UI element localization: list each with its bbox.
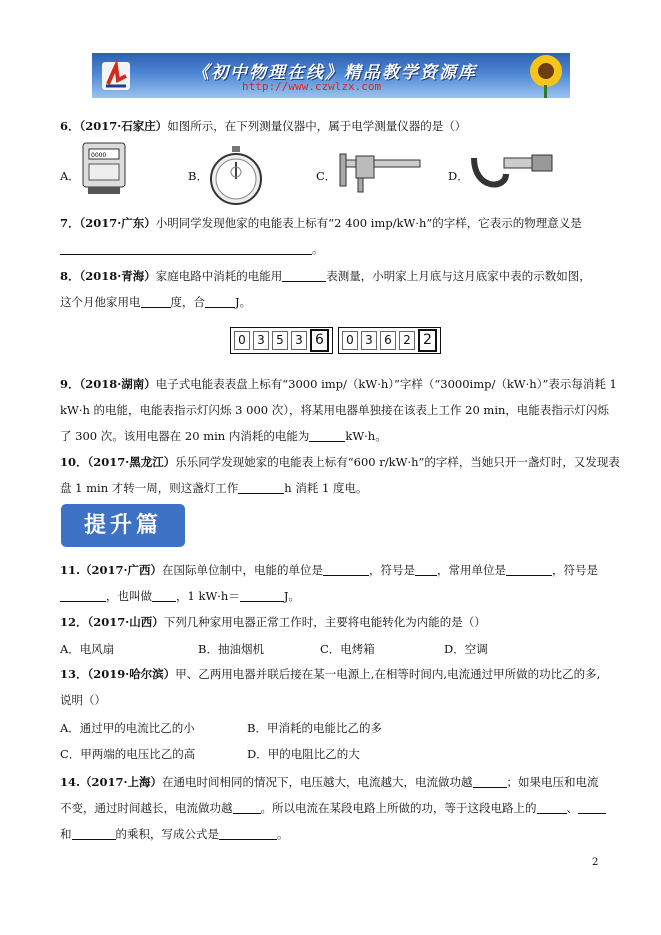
question-text: h 消耗 1 度电。 <box>284 481 368 495</box>
meter-digit: 3 <box>291 331 307 350</box>
question-number: 13． <box>60 667 88 681</box>
question-number: 8． <box>60 269 80 283</box>
answer-blank[interactable] <box>238 480 284 494</box>
question-text: 。 <box>312 242 324 256</box>
question-text: J。 <box>283 589 300 603</box>
question-text: 电子式电能表表盘上标有“3000 imp/（kW·h）”字样（“3000imp/（kW·h）”表示每消耗 1 <box>155 377 617 391</box>
question-7-line2 <box>60 237 605 261</box>
question-12 <box>60 610 605 634</box>
option-a: A．通过甲的电流比乙的小 <box>60 721 195 735</box>
question-8 <box>60 264 605 288</box>
question-source: （2019·哈尔滨） <box>87 667 176 681</box>
question-text: ；如果电压和电流 <box>506 775 599 789</box>
question-10-line2 <box>60 476 605 500</box>
electric-meter-icon <box>80 140 128 195</box>
question-source: （2017·山西） <box>87 615 164 629</box>
question-source: （2017·上海） <box>80 775 163 789</box>
banner-title: 《初中物理在线》精品教学资源库 <box>192 63 477 83</box>
question-11-line2 <box>60 584 605 608</box>
option-d: D． <box>448 169 469 183</box>
answer-blank[interactable] <box>205 294 235 308</box>
answer-blank[interactable] <box>323 562 369 576</box>
question-number: 6． <box>60 119 80 133</box>
question-number: 11. <box>60 563 81 577</box>
question-number: 14. <box>60 775 81 789</box>
question-source: （2017·黑龙江） <box>87 455 176 469</box>
question-number: 10． <box>60 455 88 469</box>
answer-blank[interactable] <box>240 588 284 602</box>
question-6 <box>60 114 605 138</box>
meter-digit: 2 <box>399 331 415 350</box>
question-source: （2017·广东） <box>79 216 156 230</box>
question-text: 和 <box>60 827 72 841</box>
option-b: B．抽油烟机 <box>198 642 264 656</box>
question-text: ，符号是 <box>552 563 599 577</box>
answer-blank[interactable] <box>309 428 345 442</box>
micrometer-icon <box>466 150 556 194</box>
meter-digit: 3 <box>361 331 377 350</box>
header-banner <box>92 53 570 98</box>
question-text: ，常用单位是 <box>437 563 507 577</box>
option-c: C．电烤箱 <box>320 642 375 656</box>
option-d: D．空调 <box>444 642 488 656</box>
question-10 <box>60 450 620 474</box>
section-header: 提升篇 <box>61 504 185 547</box>
question-14 <box>60 770 605 794</box>
question-text: 说明（） <box>60 693 106 707</box>
sunflower-icon <box>508 53 568 98</box>
question-text: 了 300 次。该用电器在 20 min 内消耗的电能为 <box>60 429 310 443</box>
meter-reading-this-month <box>338 327 441 354</box>
meter-digit: 0 <box>342 331 358 350</box>
answer-blank[interactable] <box>578 800 606 814</box>
answer-blank[interactable] <box>473 774 507 788</box>
question-9 <box>60 372 617 396</box>
stopwatch-icon <box>208 146 264 206</box>
question-number: 12． <box>60 615 88 629</box>
answer-blank[interactable] <box>233 800 261 814</box>
question-13 <box>60 662 605 686</box>
option-a: A． <box>60 169 80 183</box>
answer-blank[interactable] <box>219 826 277 840</box>
question-9-line3 <box>60 424 605 448</box>
question-text: 小明同学发现他家的电能表上标有“2 400 imp/kW·h”的字样，它表示的物理意义是 <box>155 216 582 230</box>
answer-blank[interactable] <box>152 588 176 602</box>
meter-digit: 6 <box>380 331 396 350</box>
site-logo-icon <box>98 58 134 94</box>
question-source: （2018·湖南） <box>79 377 156 391</box>
question-text: 下列几种家用电器正常工作时，主要将电能转化为内能的是（） <box>163 615 486 629</box>
question-source: （2017·广西） <box>80 563 163 577</box>
meter-reading-last-month <box>230 327 333 354</box>
question-text: 的乘积，写成公式是 <box>115 827 219 841</box>
question-14-line2 <box>60 796 605 820</box>
question-text: ，1 kW·h＝ <box>176 589 240 603</box>
meter-digit: 0 <box>234 331 250 350</box>
question-text: 不变，通过时间越长，电流做功越 <box>60 801 233 815</box>
question-text: 甲、乙两用电器并联后接在某一电源上,在相等时间内,电流通过甲所做的功比乙的多, <box>175 667 601 681</box>
vernier-caliper-icon <box>336 152 422 196</box>
question-13-line2 <box>60 688 605 712</box>
question-9-line2 <box>60 398 609 422</box>
question-text: 乐乐同学发现她家的电能表上标有“600 r/kW·h”的字样，当她只开一盏灯时，又发现表 <box>175 455 620 469</box>
answer-blank[interactable] <box>60 241 312 255</box>
answer-blank[interactable] <box>506 562 552 576</box>
answer-blank[interactable] <box>415 562 437 576</box>
question-source: （2018·青海） <box>79 269 156 283</box>
question-text: 在通电时间相同的情况下，电压越大，电流越大，电流做功越 <box>162 775 473 789</box>
question-7 <box>60 211 605 235</box>
banner-url[interactable]: http://www.czwlzx.com <box>242 80 382 93</box>
question-text: ，符号是 <box>369 563 416 577</box>
question-text: 、 <box>566 801 578 815</box>
answer-blank[interactable] <box>60 588 106 602</box>
page-number: 2 <box>592 857 599 868</box>
question-number: 9． <box>60 377 80 391</box>
question-11 <box>60 558 605 582</box>
question-text: J。 <box>235 295 252 309</box>
question-8-line2 <box>60 290 605 314</box>
question-source: （2017·石家庄） <box>79 119 168 133</box>
meter-digit-decimal: 6 <box>310 329 329 352</box>
option-a: A．电风扇 <box>60 642 115 656</box>
meter-digit-decimal: 2 <box>418 329 437 352</box>
answer-blank[interactable] <box>537 800 567 814</box>
question-text: 如图所示，在下列测量仪器中，属于电学测量仪器的是（） <box>167 119 467 133</box>
question-number: 7． <box>60 216 80 230</box>
option-b: B． <box>188 169 208 183</box>
question-text: kW·h。 <box>345 429 387 443</box>
question-text: kW·h 的电能，电能表指示灯闪烁 3 000 次），将某用电器单独接在该表上工作 20 min，电能表指示灯闪烁 <box>60 403 609 417</box>
question-14-line3 <box>60 822 605 846</box>
question-text: 这个月他家用电 <box>60 295 141 309</box>
question-text: 。所以电流在某段电路上所做的功，等于这段电路上的 <box>260 801 537 815</box>
svg-text:0000: 0000 <box>91 152 107 159</box>
option-c: C．甲两端的电压比乙的高 <box>60 747 196 761</box>
question-text: 度，合 <box>170 295 205 309</box>
question-text: 在国际单位制中，电能的单位是 <box>162 563 324 577</box>
question-text: ，也叫做 <box>106 589 152 603</box>
answer-blank[interactable] <box>282 268 326 282</box>
question-text: 表测量，小明家上月底与这月底家中表的示数如图， <box>326 269 591 283</box>
option-c: C． <box>316 169 337 183</box>
option-b: B．甲消耗的电能比乙的多 <box>247 721 382 735</box>
option-d: D．甲的电阻比乙的大 <box>247 747 360 761</box>
meter-digit: 5 <box>272 331 288 350</box>
question-text: 盘 1 min 才转一周，则这盏灯工作 <box>60 481 239 495</box>
meter-digit: 3 <box>253 331 269 350</box>
answer-blank[interactable] <box>72 826 116 840</box>
answer-blank[interactable] <box>141 294 171 308</box>
question-text: 家庭电路中消耗的电能用 <box>155 269 283 283</box>
question-text: 。 <box>277 827 289 841</box>
